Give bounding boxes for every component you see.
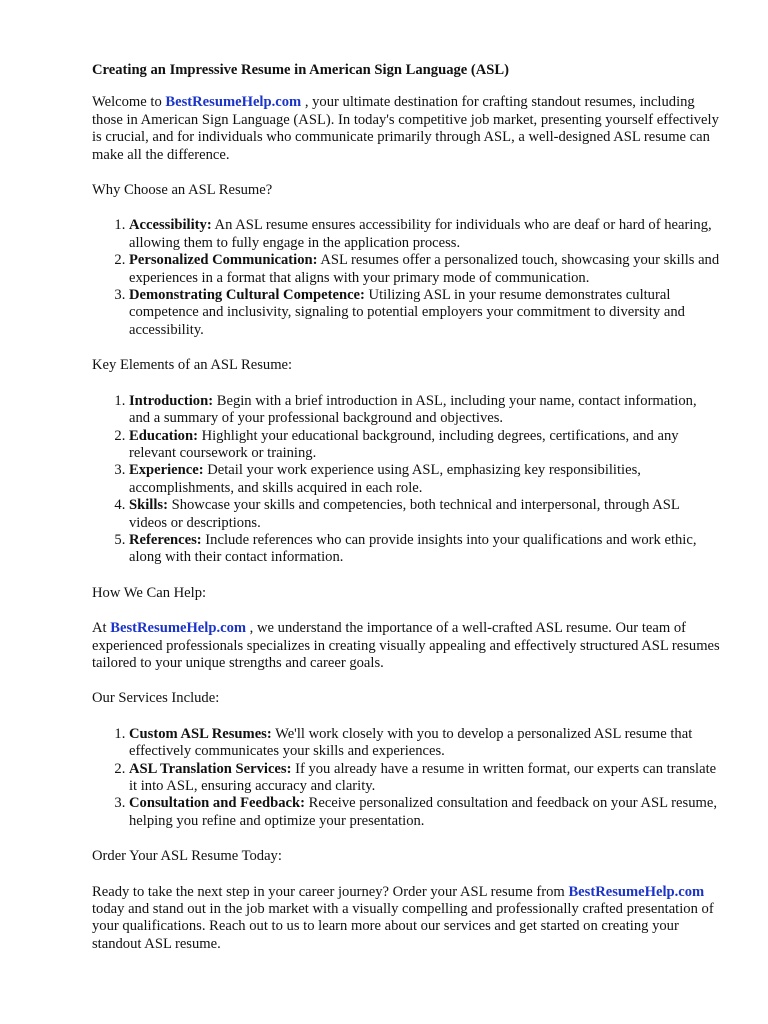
item-text: ASL resumes offer a personalized touch, showcasing your skills and experiences in a format that aligns with your primary mode of communication.	[129, 252, 720, 286]
item-label: References:	[129, 531, 202, 548]
help-text-before: At	[92, 620, 111, 637]
order-heading: Order Your ASL Resume Today:	[92, 848, 282, 865]
item-text: If you already have a resume in written format, our experts can translate it into ASL, ensuring accuracy and clarity.	[129, 760, 717, 794]
item-text: Include references who can provide insights into your qualifications and work ethic, along with their contact information.	[129, 531, 697, 566]
item-text: Detail your work experience using ASL, emphasizing key responsibilities, accomplishments, and skills acquired in each role.	[129, 462, 641, 496]
why-list	[92, 217, 720, 339]
item-text: Receive personalized consultation and feedback on your ASL resume, helping you refine and optimize your presentation.	[129, 795, 717, 829]
item-text: Showcase your skills and competencies, both technical and interpersonal, through ASL videos or descriptions.	[129, 497, 680, 531]
help-paragraph	[92, 620, 720, 672]
help-text-after: , we understand the importance of a well-crafted ASL resume. Our team of experienced professionals specializes in creating visually appealing and effectively structured ASL resumes tailored to your unique strengths and career goals.	[92, 620, 720, 671]
list-item	[129, 252, 720, 287]
item-label: Introduction:	[129, 392, 214, 409]
document-title: Creating an Impressive Resume in American Sign Language (ASL)	[92, 62, 510, 78]
services-list	[92, 726, 720, 830]
order-text-before: Ready to take the next step in your career journey? Order your ASL resume from	[92, 883, 569, 900]
intro-paragraph	[92, 94, 720, 164]
why-heading: Why Choose an ASL Resume?	[92, 182, 273, 199]
item-text: An ASL resume ensures accessibility for individuals who are deaf or hard of hearing, allowing them to fully engage in the application process.	[129, 217, 712, 251]
item-label: Experience:	[129, 462, 204, 479]
list-item	[129, 428, 720, 463]
services-heading: Our Services Include:	[92, 690, 220, 707]
order-paragraph	[92, 884, 720, 954]
list-item	[129, 462, 720, 497]
item-label: ASL Translation Services:	[129, 760, 292, 777]
item-text: Begin with a brief introduction in ASL, including your name, contact information, and a summary of your professional background and objectives.	[129, 392, 697, 427]
list-item	[129, 726, 720, 761]
list-item	[129, 287, 720, 339]
bestresumehelp-link-help[interactable]: BestResumeHelp.com	[110, 620, 247, 637]
intro-text-before: Welcome to	[92, 94, 166, 111]
item-label: Accessibility:	[129, 217, 212, 234]
list-item	[129, 761, 720, 796]
order-text-after: today and stand out in the job market with a visually compelling and professionally crafted presentation of your qualifications. Reach out to us to learn more about our services and get started on creating your standout ASL resume.	[92, 901, 714, 952]
item-label: Demonstrating Cultural Competence:	[129, 287, 365, 304]
help-heading: How We Can Help:	[92, 584, 207, 601]
elements-heading: Key Elements of an ASL Resume:	[92, 357, 293, 374]
item-text: Utilizing ASL in your resume demonstrates cultural competence and inclusivity, signaling to potential employers your commitment to diversity and accessibility.	[129, 287, 685, 338]
item-label: Education:	[129, 427, 198, 444]
bestresumehelp-link-order[interactable]: BestResumeHelp.com	[568, 883, 705, 900]
list-item	[129, 393, 720, 428]
item-label: Skills:	[129, 497, 168, 514]
intro-text-after: , your ultimate destination for crafting standout resumes, including those in American Sign Language (ASL). In today's competitive job market, presenting yourself effectively is crucial, and for individuals who communicate primarily through ASL, a well-designed ASL resume can make all the difference.	[92, 94, 719, 163]
list-item	[129, 795, 720, 830]
item-label: Personalized Communication:	[129, 252, 318, 269]
item-text: We'll work closely with you to develop a personalized ASL resume that effectively communicates your skills and experiences.	[129, 725, 693, 760]
item-label: Custom ASL Resumes:	[129, 725, 272, 742]
list-item	[129, 217, 720, 252]
bestresumehelp-link-intro[interactable]: BestResumeHelp.com	[165, 94, 302, 111]
item-label: Consultation and Feedback:	[129, 795, 305, 812]
elements-list	[92, 393, 720, 567]
item-text: Highlight your educational background, including degrees, certifications, and any relevant coursework or training.	[129, 427, 679, 461]
list-item	[129, 497, 720, 532]
list-item	[129, 532, 720, 567]
